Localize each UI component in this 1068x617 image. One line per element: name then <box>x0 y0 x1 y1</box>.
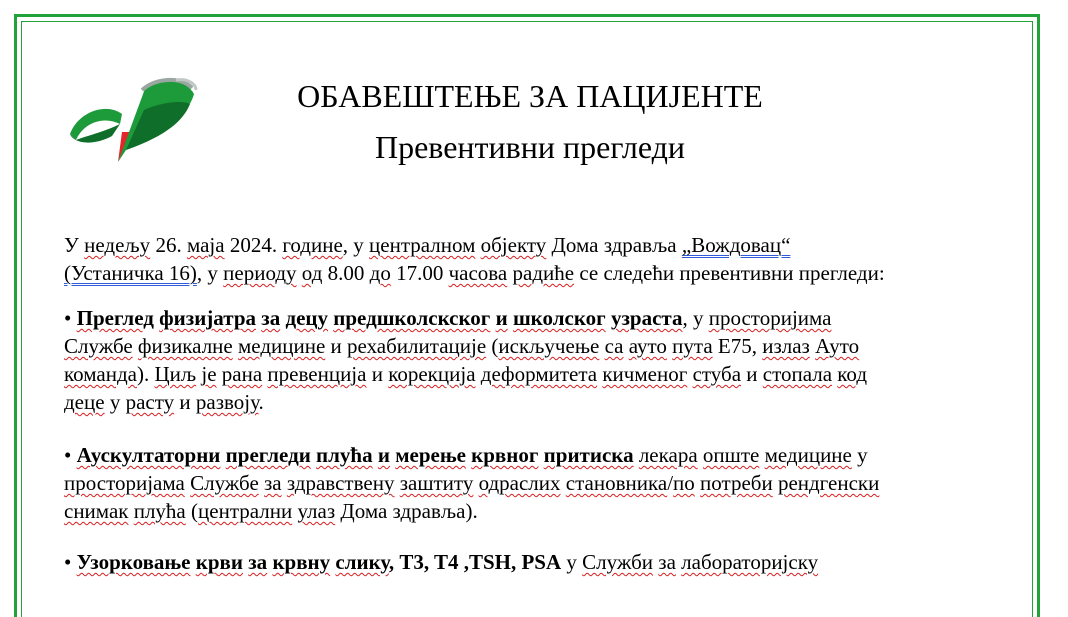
text-run: Дома здравља <box>546 233 682 257</box>
spellcheck-word: централни <box>198 499 293 523</box>
spellcheck-word: Преглед <box>76 306 154 330</box>
spellcheck-word: централном <box>369 233 476 257</box>
page-title: ОБАВЕШТЕЊЕ ЗА ПАЦИЈЕНТЕ <box>297 78 763 114</box>
spellcheck-word: и <box>495 306 508 330</box>
spellcheck-word: за <box>248 550 268 574</box>
spellcheck-word: притиска <box>543 443 634 467</box>
intro-paragraph <box>64 231 994 287</box>
spellcheck-word: развоју <box>195 390 259 414</box>
spellcheck-word: крвну <box>272 550 331 574</box>
bullet: • <box>64 306 77 330</box>
spellcheck-word: физикалне <box>137 334 233 358</box>
spellcheck-word: медицине <box>237 334 326 358</box>
item-heading <box>77 443 634 467</box>
spellcheck-word: недељу <box>84 233 151 257</box>
text-run: У <box>64 233 85 257</box>
item-auscultation <box>64 441 994 525</box>
spellcheck-word: одраслих <box>478 471 561 495</box>
text-run: се следећи превентивни прегледи: <box>574 261 885 285</box>
spellcheck-word: физијатра <box>159 306 256 330</box>
spellcheck-word: Службе <box>190 471 259 495</box>
spellcheck-word: искључење <box>498 334 600 358</box>
spellcheck-word: објекту <box>480 233 547 257</box>
spellcheck-word: децу <box>285 306 328 330</box>
spellcheck-word: рехабилитације <box>347 334 487 358</box>
text-run: у <box>851 443 868 467</box>
spellcheck-word: за <box>264 471 282 495</box>
text-run: / <box>667 471 674 495</box>
spellcheck-word: узраста <box>610 306 683 330</box>
text-run: ( <box>185 499 199 523</box>
spellcheck-word: заштиту <box>399 471 474 495</box>
item-heading <box>77 306 683 330</box>
spellcheck-word: код <box>837 362 868 386</box>
spellcheck-word: деце <box>64 390 105 414</box>
spellcheck-word: крви <box>195 550 243 574</box>
text-run: у <box>561 550 583 574</box>
spellcheck-word: корекција <box>388 362 476 386</box>
spellcheck-word: крвног <box>471 443 539 467</box>
text-run: 2024. <box>224 233 283 257</box>
text-run: и <box>325 334 348 358</box>
spellcheck-word: Циљ <box>154 362 197 386</box>
spellcheck-word: Узорковање <box>76 550 191 574</box>
spellcheck-word: по <box>673 471 695 495</box>
text-run: у <box>104 390 126 414</box>
spellcheck-word: расту <box>125 390 175 414</box>
spellcheck-word: часова <box>448 261 508 285</box>
spellcheck-word: Ауто <box>815 334 860 358</box>
spellcheck-word: превенција <box>267 362 367 386</box>
spellcheck-word: здравствену <box>286 471 395 495</box>
bullet: • <box>64 550 77 574</box>
text-run: и <box>741 362 763 386</box>
text-run: 17.00 <box>390 261 449 285</box>
spellcheck-word: предшколскског <box>333 306 491 330</box>
spellcheck-word: деформитета <box>480 362 598 386</box>
text-run: 26. <box>150 233 187 257</box>
spellcheck-word: плућа <box>133 499 186 523</box>
spellcheck-word: медицине <box>764 443 852 467</box>
spellcheck-word: периоду <box>223 261 297 285</box>
bullet: • <box>64 443 77 467</box>
spellcheck-word: потреби <box>700 471 773 495</box>
spellcheck-word: од <box>301 261 323 285</box>
spellcheck-word: кичменог <box>602 362 688 386</box>
spellcheck-word: је <box>201 362 217 386</box>
spellcheck-word: и <box>377 443 390 467</box>
text-run: . <box>258 390 264 414</box>
text-run: , у <box>196 261 224 285</box>
spellcheck-word: пута <box>672 334 713 358</box>
spellcheck-word: Службе <box>64 334 133 358</box>
text-run: , у <box>682 306 709 330</box>
spellcheck-word: за <box>658 550 676 574</box>
text-run: , T3, T4 ,TSH, PSA <box>388 550 562 574</box>
spellcheck-word: године <box>282 233 343 257</box>
spellcheck-word: слику <box>335 550 389 574</box>
health-center-logo-icon <box>64 72 200 168</box>
spellcheck-word: лабораторијску <box>681 550 819 574</box>
spellcheck-word: просторијама <box>64 471 185 495</box>
spellcheck-word: стуба <box>692 362 742 386</box>
item-physiatrist <box>64 304 994 416</box>
spellcheck-word: опште <box>702 443 760 467</box>
spellcheck-word: школског <box>512 306 606 330</box>
spellcheck-word: рендгенски <box>777 471 880 495</box>
text-run: ( <box>486 334 499 358</box>
text-run: ). <box>136 362 155 386</box>
spellcheck-word: плућа <box>316 443 373 467</box>
spellcheck-word: улаз <box>297 499 336 523</box>
spellcheck-word: са <box>604 334 624 358</box>
spellcheck-word: радиће <box>512 261 575 285</box>
page-subtitle: Превентивни прегледи <box>374 129 685 165</box>
text-run: Е75, <box>712 334 763 358</box>
text-run: и <box>174 390 196 414</box>
grammar-word: „Вождовац“ <box>681 233 791 257</box>
spellcheck-word: Аускултаторни <box>76 443 221 467</box>
grammar-word: (Устаничка 16) <box>64 261 197 285</box>
spellcheck-word: Служби <box>582 550 654 574</box>
text-run: , у <box>342 233 370 257</box>
spellcheck-word: команда <box>64 362 137 386</box>
spellcheck-word: рана <box>221 362 263 386</box>
spellcheck-word: ауто <box>628 334 667 358</box>
text-run: Дома здравља). <box>335 499 478 523</box>
spellcheck-word: стопала <box>762 362 833 386</box>
text-run: 8.00 <box>322 261 370 285</box>
spellcheck-word: лекара <box>638 443 698 467</box>
text-run: и <box>366 362 389 386</box>
spellcheck-word: излаз <box>762 334 810 358</box>
spellcheck-word: до <box>369 261 391 285</box>
spellcheck-word: просторијима <box>708 306 832 330</box>
spellcheck-word: за <box>261 306 281 330</box>
spellcheck-word: становника <box>565 471 668 495</box>
spellcheck-word: прегледи <box>225 443 311 467</box>
spellcheck-word: маја <box>186 233 225 257</box>
item-blood-sampling <box>64 548 994 576</box>
spellcheck-word: снимак <box>64 499 129 523</box>
spellcheck-word: мерење <box>395 443 466 467</box>
item-heading <box>77 550 562 574</box>
